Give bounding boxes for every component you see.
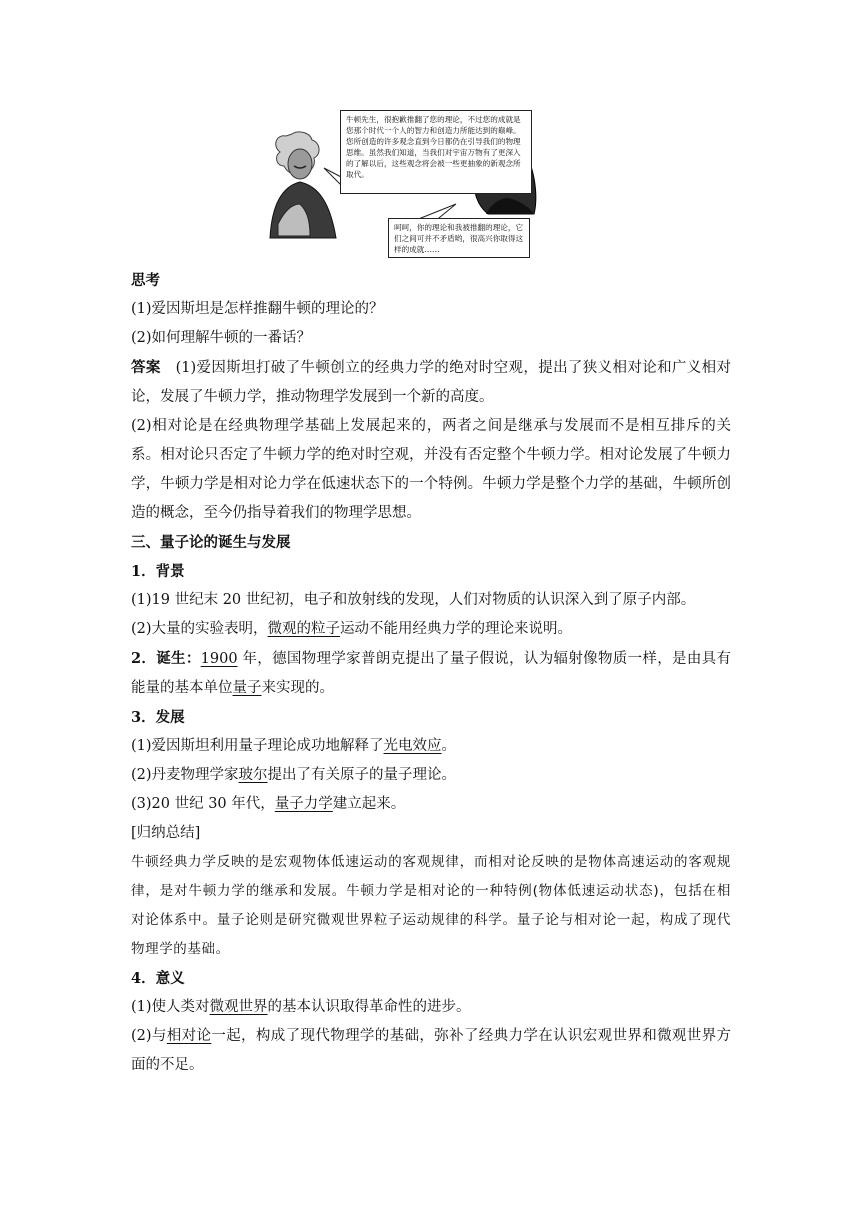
birth-paragraph: 2．诞生：1900 年，德国物理学家普朗克提出了量子假说，认为辐射像物质一样，是由具有能量的基本单位量子来实现的。 [131,650,731,696]
newton-speech-bubble: 呵呵，你的理论和我被推翻的理论，它们之间可并不矛盾哟，很高兴你取得这样的成就…… [388,218,530,258]
section-3-title: 三、量子论的诞生与发展 [131,534,291,551]
question-1: (1)爱因斯坦是怎样推翻牛顿的理论的？ [131,301,384,317]
birth-heading: 2．诞生： [131,650,201,667]
development-item-3: (3)20 世纪 30 年代，量子力学建立起来。 [131,796,406,812]
blank-relativity: 相对论 [166,1028,212,1044]
document-body [131,266,731,1080]
development-heading: 3．发展 [131,709,185,726]
background-item-2: (2)大量的实验表明，微观的粒子运动不能用经典力学的理论来说明。 [131,621,573,637]
answer-1-text: (1)爱因斯坦打破了牛顿创立的经典力学的绝对时空观，提出了狭义相对论和广义相对论，发展了牛顿力学，推动物理学发展到一个新的高度。 [131,360,732,405]
answer-1 [131,353,731,412]
background-item-1: (1)19 世纪末 20 世纪初，电子和放射线的发现，人们对物质的认识深入到了原子内部。 [131,592,696,608]
blank-year: 1900 [200,651,238,667]
einstein-speech-bubble: 牛顿先生，很抱歉推翻了您的理论，不过您的成就是您那个时代一个人的智力和创造力所能达到的巅峰。您所创造的许多观念直到今日都仍在引导我们的物理思维。虽然我们知道，当我们对宇宙万物有了更深入的了解以后，这些观念将会被一些更抽象的新观念所取代。 [340,110,532,194]
answer-2: (2)相对论是在经典物理学基础上发展起来的，两者之间是继承与发展而不是相互排斥的关系。相对论只否定了牛顿力学的绝对时空观，并没有否定整个牛顿力学。相对论发展了牛顿力学，牛顿力学是相对论力学在低速状态下的一个特例。牛顿力学是整个力学的基础，牛顿所创造的概念，至今仍指导着我们的物理学思想。 [131,418,731,521]
summary-text: 牛顿经典力学反映的是宏观物体低速运动的客观规律，而相对论反映的是物体高速运动的客观规律，是对牛顿力学的继承和发展。牛顿力学是相对论的一种特例(物体低速运动状态)，包括在相对论体系中。量子论则是研究微观世界粒子运动规律的科学。量子论与相对论一起，构成了现代物理学的基础。 [131,854,731,957]
significance-heading: 4．意义 [131,970,185,987]
significance-item-1: (1)使人类对微观世界的基本认识取得革命性的进步。 [131,999,471,1015]
einstein-portrait [270,132,336,238]
blank-photoelectric-effect: 光电效应 [383,738,442,754]
development-item-1: (1)爱因斯坦利用量子理论成功地解释了光电效应。 [131,738,457,754]
significance-item-2: (2)与相对论一起，构成了现代物理学的基础，弥补了经典力学在认识宏观世界和微观世界方面的不足。 [131,1028,732,1073]
blank-quantum: 量子 [232,680,262,696]
blank-microscopic-particles: 微观的粒子 [267,621,341,637]
blank-microscopic-world: 微观世界 [209,999,268,1015]
summary-heading: [归纳总结] [131,825,201,841]
answer-label: 答案 [131,359,161,376]
einstein-newton-illustration [266,106,538,258]
background-heading: 1．背景 [131,563,185,580]
question-2: (2)如何理解牛顿的一番话？ [131,330,312,346]
development-item-2: (2)丹麦物理学家玻尔提出了有关原子的量子理论。 [131,767,457,783]
think-heading: 思考 [131,272,160,289]
blank-bohr: 玻尔 [238,767,268,783]
blank-quantum-mechanics: 量子力学 [274,796,333,812]
